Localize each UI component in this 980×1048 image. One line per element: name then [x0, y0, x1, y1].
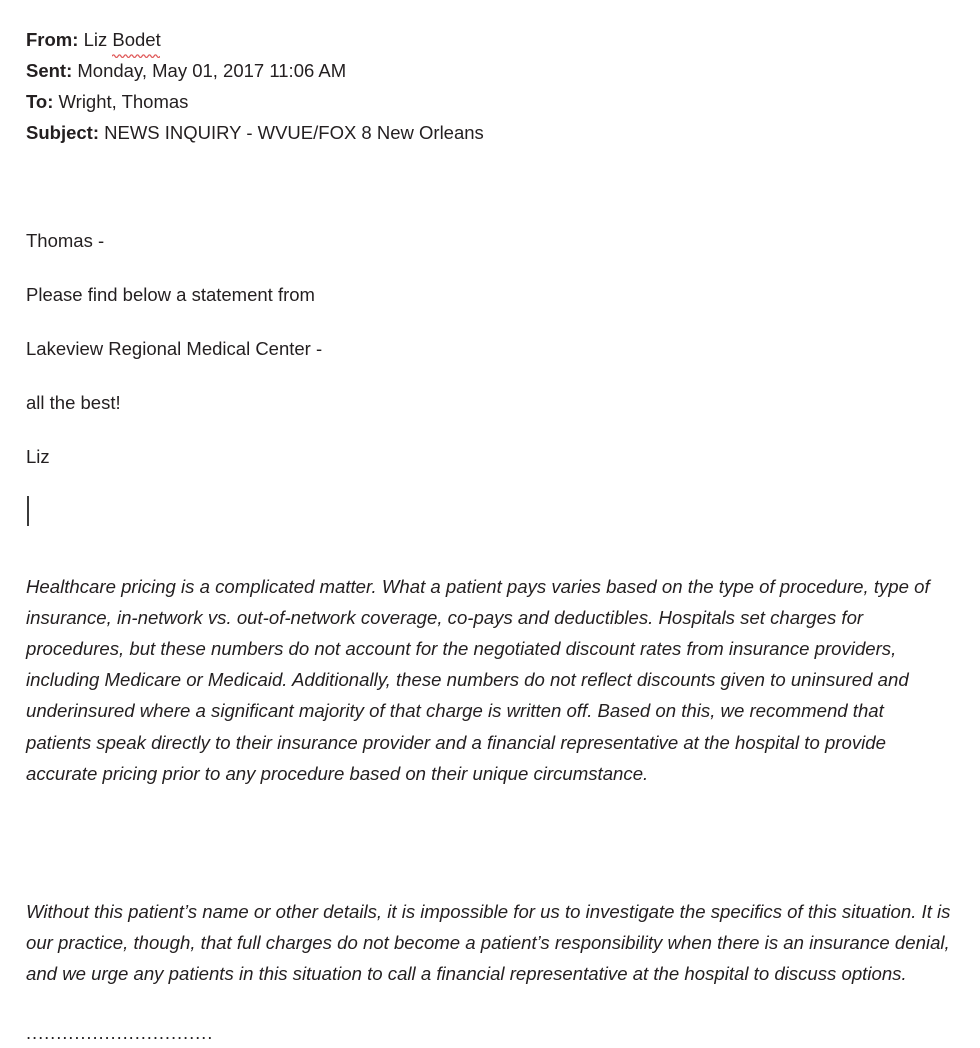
to-value: Wright, Thomas	[58, 91, 189, 112]
email-header-sent-row	[26, 55, 926, 86]
subject-label: Subject:	[26, 122, 99, 143]
statement-paragraph-2: Without this patient’s name or other details, it is impossible for us to investigate the specifics of this situation. It is our practice, though, that full charges do not become a patient’s responsibility when there is an insurance denial, and we urge any patients in this situation to call a financial representative at the hospital to discuss options.	[26, 900, 951, 984]
from-value: Liz	[83, 29, 113, 50]
sent-label: Sent:	[26, 60, 73, 81]
dotted-divider: ...............................	[26, 1022, 214, 1043]
email-header-subject-row	[26, 117, 926, 148]
to-label: To:	[26, 91, 54, 112]
sent-value: Monday, May 01, 2017 11:06 AM	[77, 60, 347, 81]
from-label: From:	[26, 29, 79, 50]
from-value-misspelled-text: Bodet	[112, 29, 161, 50]
email-header-block	[26, 24, 926, 148]
body-line-intro: Please find below a statement from	[26, 284, 315, 305]
from-value-misspelled	[112, 24, 160, 55]
body-line-organization: Lakeview Regional Medical Center -	[26, 338, 323, 359]
body-line-signoff: all the best!	[26, 392, 121, 413]
statement-paragraph-1: Healthcare pricing is a complicated matter. What a patient pays varies based on the type of procedure, type of insurance, in-network vs. out-of-network coverage, co-pays and deductibles. Hospitals set charges for procedures, but these numbers do not account for the negotiated discount rates from insurance providers, including Medicare or Medicaid. Additionally, these numbers do not reflect discounts given to uninsured and underinsured where a significant majority of that charge is written off. Based on this, we recommend that patients speak directly to their insurance provider and a financial representative at the hospital to provide accurate pricing prior to any procedure based on their unique circumstance.	[26, 575, 930, 784]
body-line-greeting: Thomas -	[26, 230, 105, 251]
spellcheck-squiggle-icon	[112, 53, 160, 58]
subject-value: NEWS INQUIRY - WVUE/FOX 8 New Orleans	[104, 122, 484, 143]
text-cursor-caret	[27, 496, 29, 526]
email-header-from-row	[26, 24, 926, 55]
body-line-signature: Liz	[26, 446, 50, 467]
email-header-to-row	[26, 86, 926, 117]
email-body-block	[26, 230, 926, 500]
